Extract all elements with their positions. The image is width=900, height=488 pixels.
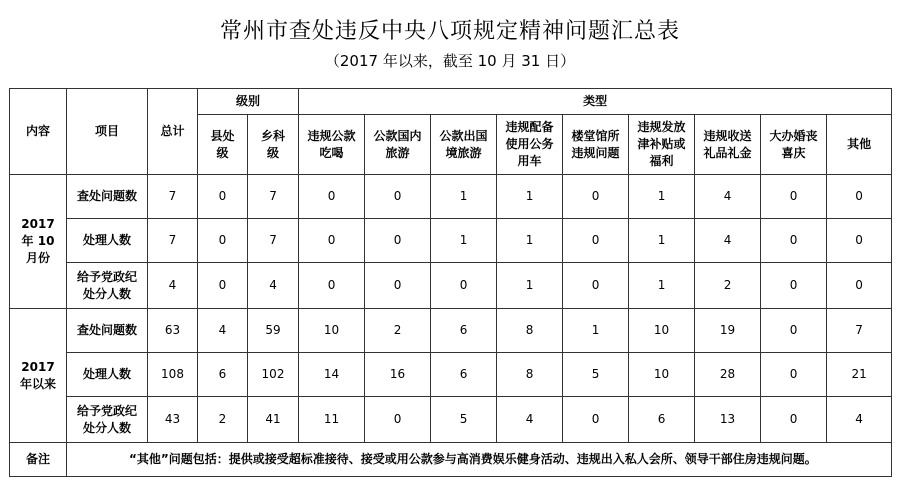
cell-value: 0 xyxy=(198,175,248,219)
header-type: 其他 xyxy=(827,115,892,175)
summary-table xyxy=(9,88,892,477)
row-item-label: 处理人数 xyxy=(67,219,148,263)
note-text: “其他”问题包括：提供或接受超标准接待、接受或用公款参与高消费娱乐健身活动、违规出入私人会所、领导干部住房违规问题。 xyxy=(67,443,892,477)
cell-value: 5 xyxy=(431,397,497,443)
cell-value: 0 xyxy=(198,263,248,309)
cell-value: 7 xyxy=(248,219,299,263)
cell-value: 8 xyxy=(497,309,563,353)
cell-value: 59 xyxy=(248,309,299,353)
cell-value: 0 xyxy=(827,175,892,219)
cell-value: 0 xyxy=(431,263,497,309)
cell-value: 11 xyxy=(299,397,365,443)
cell-value: 14 xyxy=(299,353,365,397)
cell-value: 102 xyxy=(248,353,299,397)
cell-value: 0 xyxy=(299,175,365,219)
cell-value: 7 xyxy=(827,309,892,353)
cell-value: 1 xyxy=(563,309,629,353)
cell-value: 63 xyxy=(148,309,198,353)
group-label: 2017 年 10 月份 xyxy=(10,175,67,309)
header-type: 违规收送礼品礼金 xyxy=(695,115,761,175)
cell-value: 1 xyxy=(629,175,695,219)
cell-value: 4 xyxy=(198,309,248,353)
header-level: 乡科级 xyxy=(248,115,299,175)
table-row xyxy=(10,397,892,443)
cell-value: 0 xyxy=(761,219,827,263)
row-item-label: 查处问题数 xyxy=(67,309,148,353)
cell-value: 6 xyxy=(431,353,497,397)
header-type: 大办婚丧喜庆 xyxy=(761,115,827,175)
header-type: 公款出国境旅游 xyxy=(431,115,497,175)
cell-value: 0 xyxy=(563,263,629,309)
cell-value: 7 xyxy=(148,219,198,263)
header-type: 违规发放津补贴或福利 xyxy=(629,115,695,175)
cell-value: 1 xyxy=(431,175,497,219)
row-item-label: 给予党政纪处分人数 xyxy=(67,263,148,309)
cell-value: 4 xyxy=(827,397,892,443)
cell-value: 108 xyxy=(148,353,198,397)
cell-value: 7 xyxy=(248,175,299,219)
page-subtitle: （2017 年以来，截至 10 月 31 日） xyxy=(324,52,576,70)
cell-value: 1 xyxy=(497,263,563,309)
cell-value: 13 xyxy=(695,397,761,443)
cell-value: 0 xyxy=(198,219,248,263)
cell-value: 1 xyxy=(629,263,695,309)
cell-value: 6 xyxy=(198,353,248,397)
cell-value: 0 xyxy=(761,353,827,397)
header-total: 总计 xyxy=(148,89,198,175)
cell-value: 1 xyxy=(629,219,695,263)
cell-value: 4 xyxy=(695,175,761,219)
row-item-label: 给予党政纪处分人数 xyxy=(67,397,148,443)
cell-value: 19 xyxy=(695,309,761,353)
header-type: 楼堂馆所违规问题 xyxy=(563,115,629,175)
cell-value: 0 xyxy=(299,219,365,263)
row-item-label: 处理人数 xyxy=(67,353,148,397)
table-row xyxy=(10,175,892,219)
header-content: 内容 xyxy=(10,89,67,175)
cell-value: 0 xyxy=(365,175,431,219)
cell-value: 5 xyxy=(563,353,629,397)
cell-value: 0 xyxy=(761,175,827,219)
header-level: 县处级 xyxy=(198,115,248,175)
cell-value: 6 xyxy=(629,397,695,443)
table-row xyxy=(10,263,892,309)
table-row xyxy=(10,309,892,353)
cell-value: 0 xyxy=(761,309,827,353)
header-type: 公款国内旅游 xyxy=(365,115,431,175)
cell-value: 8 xyxy=(497,353,563,397)
header-type: 违规公款吃喝 xyxy=(299,115,365,175)
header-level-group: 级别 xyxy=(198,89,299,115)
header-type: 违规配备使用公务用车 xyxy=(497,115,563,175)
cell-value: 0 xyxy=(761,397,827,443)
cell-value: 0 xyxy=(827,219,892,263)
cell-value: 0 xyxy=(827,263,892,309)
cell-value: 0 xyxy=(299,263,365,309)
cell-value: 41 xyxy=(248,397,299,443)
cell-value: 4 xyxy=(695,219,761,263)
row-item-label: 查处问题数 xyxy=(67,175,148,219)
group-label: 2017 年以来 xyxy=(10,309,67,443)
cell-value: 0 xyxy=(563,175,629,219)
note-label: 备注 xyxy=(10,443,67,477)
table-row xyxy=(10,353,892,397)
cell-value: 4 xyxy=(248,263,299,309)
cell-value: 1 xyxy=(497,219,563,263)
cell-value: 0 xyxy=(365,263,431,309)
cell-value: 0 xyxy=(365,397,431,443)
cell-value: 10 xyxy=(629,309,695,353)
cell-value: 16 xyxy=(365,353,431,397)
cell-value: 10 xyxy=(299,309,365,353)
cell-value: 0 xyxy=(365,219,431,263)
table-row xyxy=(10,219,892,263)
cell-value: 0 xyxy=(563,219,629,263)
cell-value: 7 xyxy=(148,175,198,219)
cell-value: 1 xyxy=(431,219,497,263)
cell-value: 2 xyxy=(198,397,248,443)
cell-value: 0 xyxy=(761,263,827,309)
cell-value: 0 xyxy=(563,397,629,443)
cell-value: 28 xyxy=(695,353,761,397)
cell-value: 21 xyxy=(827,353,892,397)
page-title: 常州市查处违反中央八项规定精神问题汇总表 xyxy=(219,19,680,44)
cell-value: 2 xyxy=(695,263,761,309)
cell-value: 1 xyxy=(497,175,563,219)
cell-value: 43 xyxy=(148,397,198,443)
cell-value: 4 xyxy=(497,397,563,443)
header-item: 项目 xyxy=(67,89,148,175)
cell-value: 10 xyxy=(629,353,695,397)
cell-value: 6 xyxy=(431,309,497,353)
cell-value: 2 xyxy=(365,309,431,353)
header-type-group: 类型 xyxy=(299,89,892,115)
cell-value: 4 xyxy=(148,263,198,309)
